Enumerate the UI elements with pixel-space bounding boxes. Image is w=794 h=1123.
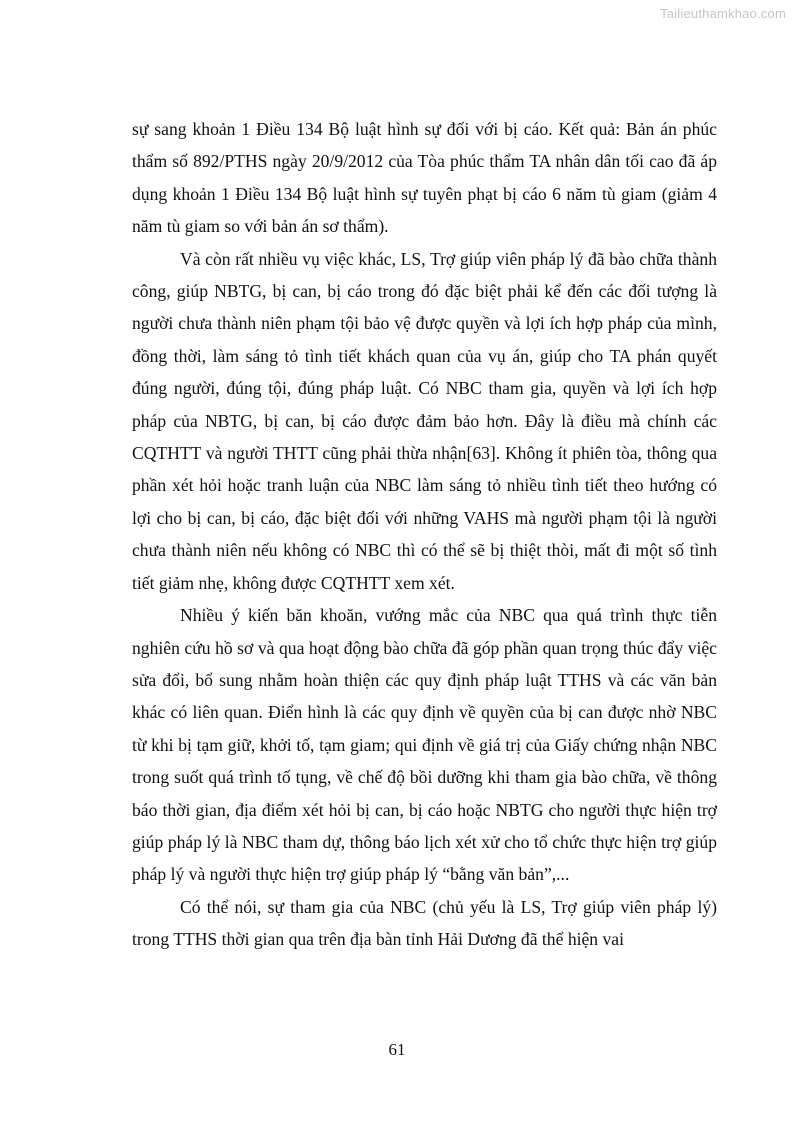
document-body bbox=[132, 113, 717, 956]
paragraph: Và còn rất nhiều vụ việc khác, LS, Trợ giúp viên pháp lý đã bào chữa thành công, giúp NBTG, bị can, bị cáo trong đó đặc biệt phải kể đến các đối tượng là người chưa thành niên phạm tội bảo vệ được quyền và lợi ích hợp pháp của mình, đồng thời, làm sáng tỏ tình tiết khách quan của vụ án, giúp cho TA phán quyết đúng người, đúng tội, đúng pháp luật. Có NBC tham gia, quyền và lợi ích hợp pháp của NBTG, bị can, bị cáo được đảm bảo hơn. Đây là điều mà chính các CQTHTT và người THTT cũng phải thừa nhận[63]. Không ít phiên tòa, thông qua phần xét hỏi hoặc tranh luận của NBC làm sáng tỏ nhiều tình tiết theo hướng có lợi cho bị can, bị cáo, đặc biệt đối với những VAHS mà người phạm tội là người chưa thành niên nếu không có NBC thì có thể sẽ bị thiệt thòi, mất đi một số tình tiết giảm nhẹ, không được CQTHTT xem xét. bbox=[132, 248, 717, 593]
page-number: 61 bbox=[388, 1040, 406, 1059]
paragraph: Có thể nói, sự tham gia của NBC (chủ yếu là LS, Trợ giúp viên pháp lý) trong TTHS thời gian qua trên địa bàn tỉnh Hải Dương đã thể hiện vai bbox=[132, 896, 717, 950]
paragraph-continued: sự sang khoản 1 Điều 134 Bộ luật hình sự đối với bị cáo. Kết quả: Bản án phúc thẩm số 892/PTHS ngày 20/9/2012 của Tòa phúc thẩm TA nhân dân tối cao đã áp dụng khoản 1 Điều 134 Bộ luật hình sự tuyên phạt bị cáo 6 năm tù giam (giảm 4 năm tù giam so với bản án sơ thẩm). bbox=[132, 119, 717, 237]
watermark-text: Tailieuthamkhao.com bbox=[660, 6, 786, 21]
paragraph: Nhiều ý kiến băn khoăn, vướng mắc của NBC qua quá trình thực tiễn nghiên cứu hồ sơ và qua hoạt động bào chữa đã góp phần quan trọng thúc đẩy việc sửa đổi, bổ sung nhằm hoàn thiện các quy định pháp luật TTHS và các văn bản khác có liên quan. Điển hình là các quy định về quyền của bị can được nhờ NBC từ khi bị tạm giữ, khởi tố, tạm giam; qui định về giá trị của Giấy chứng nhận NBC trong suốt quá trình tố tụng, về chế độ bồi dưỡng khi tham gia bào chữa, về thông báo thời gian, địa điểm xét hỏi bị can, bị cáo hoặc NBTG cho người thực hiện trợ giúp pháp lý là NBC tham dự, thông báo lịch xét xử cho tổ chức thực hiện trợ giúp pháp lý và người thực hiện trợ giúp pháp lý “bằng văn bản”,... bbox=[132, 605, 717, 885]
